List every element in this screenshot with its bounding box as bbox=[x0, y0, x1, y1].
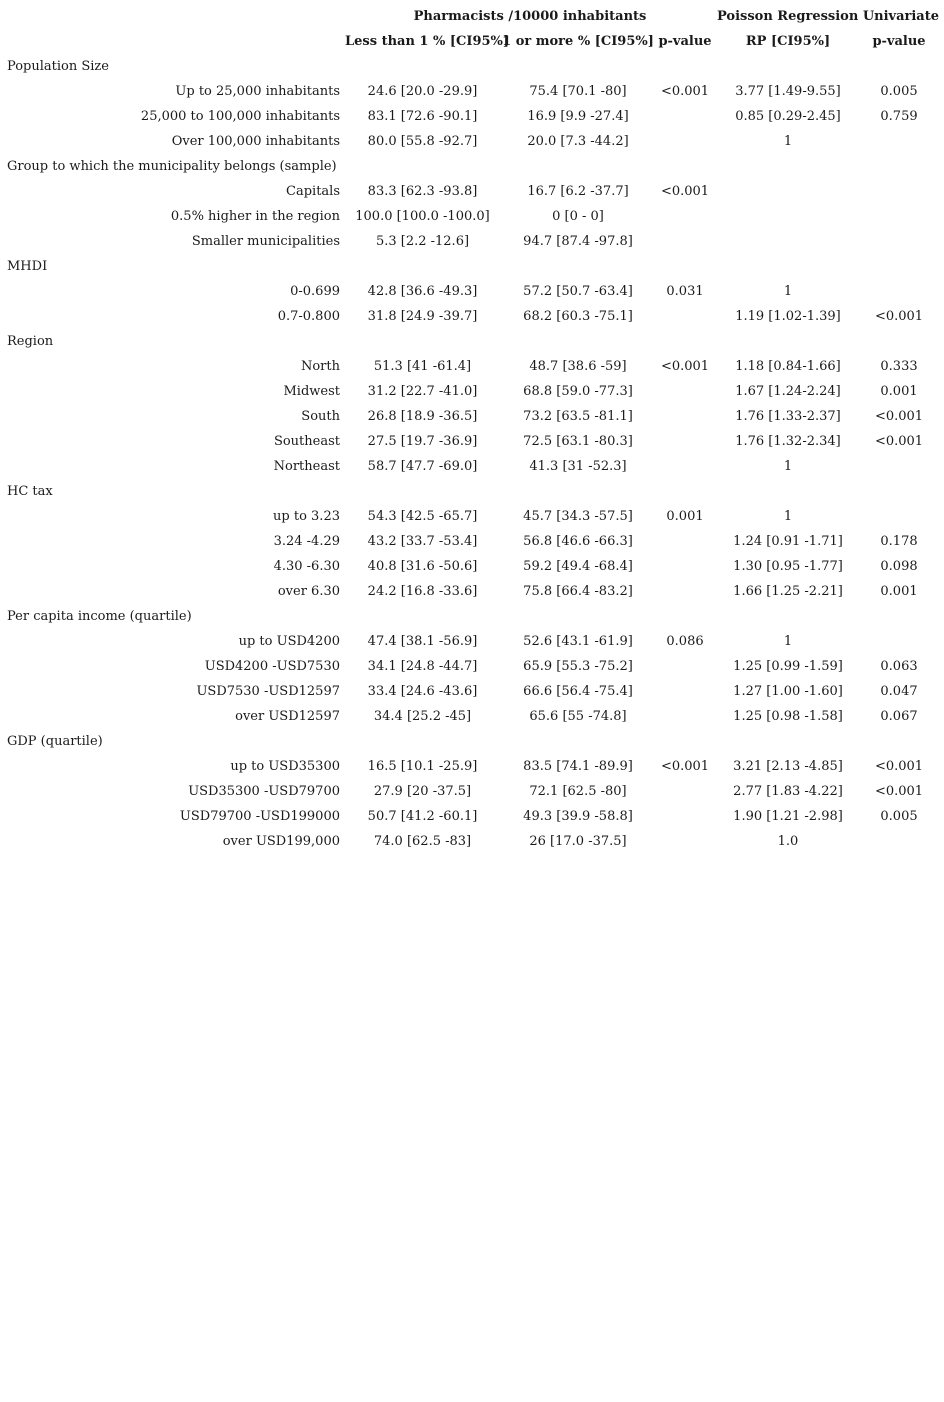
cell-less-than-1: 40.8 [31.6 -50.6] bbox=[367, 559, 478, 574]
cell-p-value-2 bbox=[862, 229, 936, 254]
cell-rp bbox=[713, 179, 863, 204]
cell-p-value-2 bbox=[862, 129, 936, 154]
table-row bbox=[0, 754, 944, 779]
cell-p-value-2: 0.759 bbox=[880, 109, 918, 124]
cell-less-than-1: 58.7 [47.7 -69.0] bbox=[367, 459, 478, 474]
cell-p-value-1 bbox=[652, 404, 718, 429]
row-label: USD4200 -USD7530 bbox=[204, 659, 340, 674]
cell-less-than-1: 34.1 [24.8 -44.7] bbox=[367, 659, 478, 674]
cell-rp: 1 bbox=[783, 134, 793, 149]
cell-p-value-2: <0.001 bbox=[874, 759, 924, 774]
cell-p-value-1 bbox=[652, 579, 718, 604]
cell-less-than-1: 83.1 [72.6 -90.1] bbox=[367, 109, 478, 124]
cell-p-value-2: 0.333 bbox=[880, 359, 918, 374]
cell-p-value-2 bbox=[862, 279, 936, 304]
cell-rp: 1.19 [1.02-1.39] bbox=[735, 309, 841, 324]
cell-p-value-1 bbox=[652, 804, 718, 829]
cell-p-value-1 bbox=[652, 429, 718, 454]
section-row bbox=[0, 479, 944, 504]
table-row bbox=[0, 829, 944, 854]
section-row bbox=[0, 54, 944, 79]
table-row bbox=[0, 579, 944, 604]
cell-less-than-1: 16.5 [10.1 -25.9] bbox=[367, 759, 478, 774]
table-row bbox=[0, 554, 944, 579]
row-label: 0.7-0.800 bbox=[277, 309, 340, 324]
cell-rp: 1 bbox=[783, 284, 793, 299]
cell-less-than-1: 74.0 [62.5 -83] bbox=[373, 834, 472, 849]
table-body bbox=[0, 54, 944, 854]
cell-less-than-1: 51.3 [41 -61.4] bbox=[373, 359, 472, 374]
row-label: Southeast bbox=[273, 434, 340, 449]
cell-less-than-1: 24.2 [16.8 -33.6] bbox=[367, 584, 478, 599]
header-p-value-1: p-value bbox=[658, 34, 712, 49]
row-label: USD35300 -USD79700 bbox=[188, 784, 340, 799]
table-row bbox=[0, 204, 944, 229]
table-row bbox=[0, 379, 944, 404]
cell-1-or-more: 68.8 [59.0 -77.3] bbox=[523, 384, 633, 399]
row-label: over 6.30 bbox=[277, 584, 340, 599]
row-label: up to USD35300 bbox=[230, 759, 340, 774]
cell-rp: 1.25 [0.98 -1.58] bbox=[733, 709, 843, 724]
header-less-than-1: Less than 1 % [CI95%] bbox=[345, 34, 510, 49]
cell-p-value-1: <0.001 bbox=[660, 759, 710, 774]
cell-rp: 1.18 [0.84-1.66] bbox=[735, 359, 841, 374]
cell-p-value-1: <0.001 bbox=[660, 84, 710, 99]
cell-1-or-more: 56.8 [46.6 -66.3] bbox=[523, 534, 633, 549]
cell-rp: 1.66 [1.25 -2.21] bbox=[733, 584, 843, 599]
cell-1-or-more: 16.9 [9.9 -27.4] bbox=[527, 109, 629, 124]
cell-1-or-more: 0 [0 - 0] bbox=[552, 209, 604, 224]
table-row bbox=[0, 779, 944, 804]
cell-less-than-1: 26.8 [18.9 -36.5] bbox=[367, 409, 478, 424]
table-row bbox=[0, 679, 944, 704]
cell-less-than-1: 24.6 [20.0 -29.9] bbox=[367, 84, 478, 99]
cell-p-value-1 bbox=[652, 654, 718, 679]
cell-p-value-2: 0.001 bbox=[880, 584, 918, 599]
row-label: Capitals bbox=[286, 184, 340, 199]
cell-p-value-2: 0.047 bbox=[880, 684, 918, 699]
section-label: Per capita income (quartile) bbox=[7, 609, 192, 624]
section-row bbox=[0, 604, 944, 629]
section-row bbox=[0, 254, 944, 279]
cell-rp bbox=[713, 229, 863, 254]
cell-1-or-more: 83.5 [74.1 -89.9] bbox=[523, 759, 633, 774]
cell-p-value-1 bbox=[652, 679, 718, 704]
header-p-value-2: p-value bbox=[872, 34, 926, 49]
cell-1-or-more: 94.7 [87.4 -97.8] bbox=[523, 234, 633, 249]
table-row bbox=[0, 79, 944, 104]
cell-less-than-1: 80.0 [55.8 -92.7] bbox=[367, 134, 478, 149]
table-row bbox=[0, 704, 944, 729]
table-row bbox=[0, 179, 944, 204]
cell-1-or-more: 45.7 [34.3 -57.5] bbox=[523, 509, 633, 524]
cell-less-than-1: 31.2 [22.7 -41.0] bbox=[367, 384, 478, 399]
cell-rp: 1.0 bbox=[777, 834, 799, 849]
cell-less-than-1: 31.8 [24.9 -39.7] bbox=[367, 309, 478, 324]
section-label: Population Size bbox=[7, 59, 109, 74]
cell-rp: 1.90 [1.21 -2.98] bbox=[733, 809, 843, 824]
cell-rp: 1.30 [0.95 -1.77] bbox=[733, 559, 843, 574]
cell-1-or-more: 20.0 [7.3 -44.2] bbox=[527, 134, 629, 149]
table-row bbox=[0, 504, 944, 529]
cell-less-than-1: 42.8 [36.6 -49.3] bbox=[367, 284, 478, 299]
cell-1-or-more: 65.6 [55 -74.8] bbox=[529, 709, 627, 724]
row-label: Over 100,000 inhabitants bbox=[171, 134, 340, 149]
cell-less-than-1: 27.5 [19.7 -36.9] bbox=[367, 434, 478, 449]
cell-p-value-1 bbox=[652, 704, 718, 729]
cell-p-value-2: <0.001 bbox=[874, 409, 924, 424]
cell-p-value-1 bbox=[652, 554, 718, 579]
cell-p-value-2: <0.001 bbox=[874, 784, 924, 799]
cell-rp bbox=[713, 204, 863, 229]
table-row bbox=[0, 129, 944, 154]
cell-p-value-2: 0.098 bbox=[880, 559, 918, 574]
row-label: 25,000 to 100,000 inhabitants bbox=[140, 109, 340, 124]
section-label: GDP (quartile) bbox=[7, 734, 103, 749]
table-row bbox=[0, 304, 944, 329]
cell-p-value-1 bbox=[652, 829, 718, 854]
cell-rp: 1.67 [1.24-2.24] bbox=[735, 384, 841, 399]
cell-rp: 0.85 [0.29-2.45] bbox=[735, 109, 841, 124]
header-rp: RP [CI95%] bbox=[745, 34, 831, 49]
cell-p-value-1 bbox=[652, 129, 718, 154]
row-label: Northeast bbox=[273, 459, 340, 474]
table-row bbox=[0, 354, 944, 379]
cell-1-or-more: 49.3 [39.9 -58.8] bbox=[523, 809, 633, 824]
cell-1-or-more: 52.6 [43.1 -61.9] bbox=[523, 634, 633, 649]
cell-p-value-1 bbox=[652, 304, 718, 329]
cell-p-value-1 bbox=[652, 229, 718, 254]
table-row bbox=[0, 454, 944, 479]
row-label: South bbox=[301, 409, 340, 424]
cell-p-value-1: 0.001 bbox=[666, 509, 704, 524]
cell-p-value-1: <0.001 bbox=[660, 184, 710, 199]
cell-p-value-2: 0.005 bbox=[880, 809, 918, 824]
cell-1-or-more: 26 [17.0 -37.5] bbox=[529, 834, 627, 849]
cell-p-value-2: 0.005 bbox=[880, 84, 918, 99]
cell-less-than-1: 5.3 [2.2 -12.6] bbox=[375, 234, 470, 249]
section-row bbox=[0, 154, 944, 179]
row-label: up to 3.23 bbox=[273, 509, 340, 524]
cell-rp: 3.77 [1.49-9.55] bbox=[735, 84, 841, 99]
cell-1-or-more: 72.5 [63.1 -80.3] bbox=[523, 434, 633, 449]
cell-p-value-2 bbox=[862, 629, 936, 654]
cell-p-value-1 bbox=[652, 779, 718, 804]
table-row bbox=[0, 104, 944, 129]
cell-1-or-more: 59.2 [49.4 -68.4] bbox=[523, 559, 633, 574]
cell-p-value-1 bbox=[652, 529, 718, 554]
cell-rp: 1.24 [0.91 -1.71] bbox=[733, 534, 843, 549]
row-label: Midwest bbox=[283, 384, 340, 399]
cell-less-than-1: 50.7 [41.2 -60.1] bbox=[367, 809, 478, 824]
table-row bbox=[0, 229, 944, 254]
cell-rp: 1.27 [1.00 -1.60] bbox=[733, 684, 843, 699]
cell-1-or-more: 73.2 [63.5 -81.1] bbox=[523, 409, 633, 424]
cell-rp: 1.76 [1.32-2.34] bbox=[735, 434, 841, 449]
table-row bbox=[0, 804, 944, 829]
cell-less-than-1: 27.9 [20 -37.5] bbox=[373, 784, 472, 799]
table-header-group-row bbox=[0, 4, 944, 29]
cell-p-value-2 bbox=[862, 179, 936, 204]
cell-less-than-1: 47.4 [38.1 -56.9] bbox=[367, 634, 478, 649]
cell-p-value-2: <0.001 bbox=[874, 309, 924, 324]
row-label: 4.30 -6.30 bbox=[273, 559, 340, 574]
row-label: over USD199,000 bbox=[222, 834, 340, 849]
row-label: USD79700 -USD199000 bbox=[179, 809, 340, 824]
header-pharmacists-group: Pharmacists /10000 inhabitants bbox=[413, 9, 647, 24]
cell-less-than-1: 34.4 [25.2 -45] bbox=[373, 709, 472, 724]
row-label: USD7530 -USD12597 bbox=[196, 684, 340, 699]
section-label: Region bbox=[7, 334, 54, 349]
cell-p-value-2: 0.178 bbox=[880, 534, 918, 549]
row-label: 3.24 -4.29 bbox=[273, 534, 340, 549]
cell-rp: 1.25 [0.99 -1.59] bbox=[733, 659, 843, 674]
cell-1-or-more: 72.1 [62.5 -80] bbox=[529, 784, 627, 799]
cell-p-value-1: 0.086 bbox=[666, 634, 704, 649]
cell-rp: 1 bbox=[783, 634, 793, 649]
section-label: HC tax bbox=[7, 484, 53, 499]
cell-p-value-2 bbox=[862, 829, 936, 854]
cell-p-value-2: 0.067 bbox=[880, 709, 918, 724]
section-row bbox=[0, 729, 944, 754]
cell-p-value-1: 0.031 bbox=[666, 284, 704, 299]
cell-1-or-more: 68.2 [60.3 -75.1] bbox=[523, 309, 633, 324]
cell-p-value-2 bbox=[862, 454, 936, 479]
table-header-columns-row bbox=[0, 29, 944, 54]
cell-rp: 1.76 [1.33-2.37] bbox=[735, 409, 841, 424]
cell-p-value-1 bbox=[652, 454, 718, 479]
cell-rp: 1 bbox=[783, 459, 793, 474]
table-row bbox=[0, 429, 944, 454]
cell-1-or-more: 75.4 [70.1 -80] bbox=[529, 84, 627, 99]
results-table bbox=[0, 4, 944, 854]
row-label: Up to 25,000 inhabitants bbox=[175, 84, 340, 99]
row-label: over USD12597 bbox=[235, 709, 340, 724]
cell-less-than-1: 83.3 [62.3 -93.8] bbox=[367, 184, 478, 199]
table-row bbox=[0, 404, 944, 429]
cell-p-value-2: 0.063 bbox=[880, 659, 918, 674]
header-poisson-group: Poisson Regression Univariate bbox=[716, 9, 940, 24]
cell-p-value-1: <0.001 bbox=[660, 359, 710, 374]
cell-p-value-1 bbox=[652, 104, 718, 129]
cell-p-value-2 bbox=[862, 504, 936, 529]
cell-p-value-2: 0.001 bbox=[880, 384, 918, 399]
row-label: Smaller municipalities bbox=[191, 234, 340, 249]
cell-rp: 2.77 [1.83 -4.22] bbox=[733, 784, 843, 799]
cell-1-or-more: 16.7 [6.2 -37.7] bbox=[527, 184, 629, 199]
row-label: 0-0.699 bbox=[290, 284, 340, 299]
table-row bbox=[0, 654, 944, 679]
header-1-or-more: 1 or more % [CI95%] bbox=[502, 34, 654, 49]
cell-less-than-1: 33.4 [24.6 -43.6] bbox=[367, 684, 478, 699]
cell-p-value-2: <0.001 bbox=[874, 434, 924, 449]
section-label: Group to which the municipality belongs (sample) bbox=[7, 159, 337, 174]
cell-p-value-2 bbox=[862, 204, 936, 229]
cell-less-than-1: 54.3 [42.5 -65.7] bbox=[367, 509, 478, 524]
cell-less-than-1: 43.2 [33.7 -53.4] bbox=[367, 534, 478, 549]
row-label: North bbox=[300, 359, 340, 374]
section-label: MHDI bbox=[7, 259, 48, 274]
table-row bbox=[0, 529, 944, 554]
cell-1-or-more: 66.6 [56.4 -75.4] bbox=[523, 684, 633, 699]
cell-less-than-1: 100.0 [100.0 -100.0] bbox=[355, 209, 490, 224]
cell-p-value-1 bbox=[652, 379, 718, 404]
row-label: 0.5% higher in the region bbox=[170, 209, 340, 224]
row-label: up to USD4200 bbox=[238, 634, 340, 649]
table-row bbox=[0, 629, 944, 654]
cell-p-value-1 bbox=[652, 204, 718, 229]
cell-1-or-more: 48.7 [38.6 -59] bbox=[529, 359, 627, 374]
table-row bbox=[0, 279, 944, 304]
cell-rp: 1 bbox=[783, 509, 793, 524]
cell-1-or-more: 57.2 [50.7 -63.4] bbox=[523, 284, 633, 299]
cell-rp: 3.21 [2.13 -4.85] bbox=[733, 759, 843, 774]
cell-1-or-more: 75.8 [66.4 -83.2] bbox=[523, 584, 633, 599]
cell-1-or-more: 41.3 [31 -52.3] bbox=[529, 459, 627, 474]
cell-1-or-more: 65.9 [55.3 -75.2] bbox=[523, 659, 633, 674]
section-row bbox=[0, 329, 944, 354]
